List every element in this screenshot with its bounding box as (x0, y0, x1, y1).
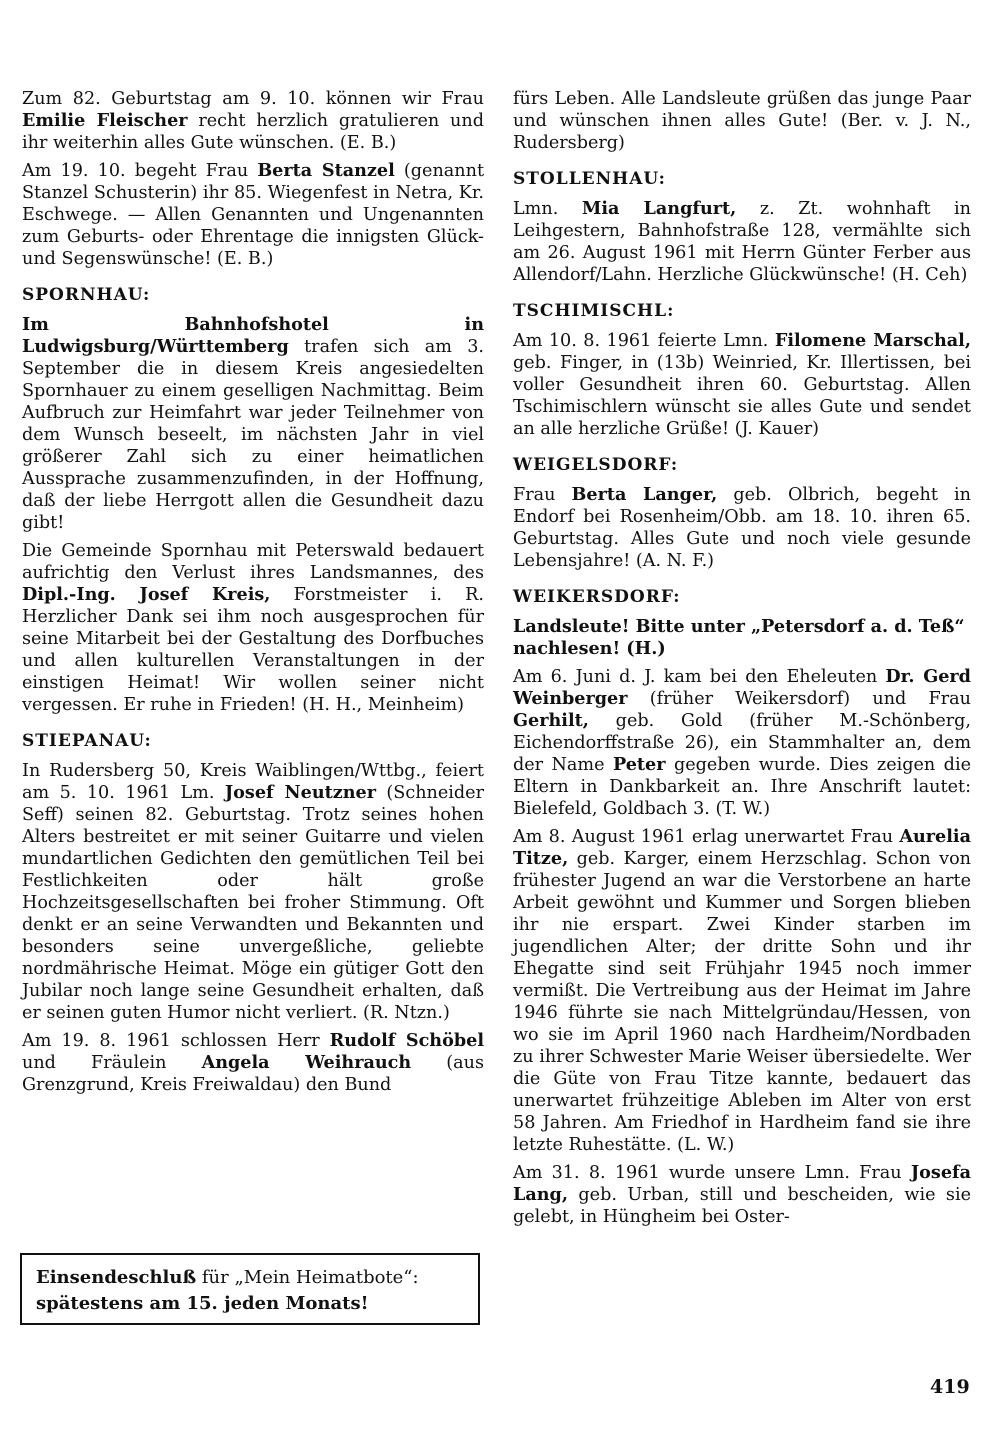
article-weinberger-birth: Am 6. Juni d. J. kam bei den Eheleuten Dr. Gerd Weinberger (früher Weikersdorf) und Frau Gerhilt, geb. Gold (früher M.-Schönberg, Eichendorffstraße 26), ein Stammhalter an, dem der Name Peter gegeben wurde. Dies zeigen die Eltern in Dankbarkeit an. Ihre Anschrift lautet: Bielefeld, Goldbach 3. (T. W.) (513, 666, 971, 819)
right-column (513, 88, 971, 1234)
heading-weigelsdorf: WEIGELSDORF: (513, 455, 679, 475)
heading-weikersdorf: WEIKERSDORF: (513, 587, 681, 607)
article-josefa-lang: Am 31. 8. 1961 wurde unsere Lmn. Frau Josefa Lang, geb. Urban, still und bescheiden, wie sie gelebt, in Hüngheim bei Oster- (513, 1162, 971, 1227)
article-mia-langfurt: Lmn. Mia Langfurt, z. Zt. wohnhaft in Leihgestern, Bahnhofstraße 128, vermählte sich am 26. August 1961 mit Herrn Günter Ferber aus Allendorf/Lahn. Herzliche Glückwünsche! (H. Ceh) (513, 198, 972, 285)
article-wedding-continued: fürs Leben. Alle Landsleute grüßen das junge Paar und wünschen ihnen alles Gute! (Ber. v. J. N., Rudersberg) (513, 89, 971, 153)
article-aurelia-titze: Am 8. August 1961 erlag unerwartet Frau Aurelia Titze, geb. Karger, einem Herzschlag. Schon von frühester Jugend an war die Verstorbene an harte Arbeit gewöhnt und Kummer und Sorgen blieben ihr nie erspart. Zwei Kinder starben im jugendlichen Alter; der dritte Sohn und ihr Ehegatte sind seit Frühjahr 1945 noch immer vermißt. Die Vertreibung aus der Heimat im Jahre 1946 führte sie nach Mittelgründau/Hessen, von wo sie im April 1960 nach Hardheim/Nordbaden zu ihrer Schwester Marie Weiser übersiedelte. Wer die Güte von Frau Titze kannte, bedauert das unerwartet frühzeitige Ableben im Alter von erst 58 Jahren. Am Friedhof in Hardheim fand sie ihre letzte Ruhestätte. (L. W.) (513, 826, 971, 1155)
subheading-landsleute: Landsleute! Bitte unter „Petersdorf a. d. Teß“ nachlesen! (H.) (513, 616, 965, 659)
article-josef-kreis: Die Gemeinde Spornhau mit Peterswald bedauert aufrichtig den Verlust ihres Landsmannes, des Dipl.-Ing. Josef Kreis, Forstmeister i. R. Herzlicher Dank sei ihm noch ausgesprochen für seine Mitarbeit bei der Gestaltung des Dorfbuches und allen kulturellen Veranstaltungen in der einstigen Heimat! Wir wollen seiner nicht vergessen. Er ruhe in Frieden! (H. H., Meinheim) (22, 541, 485, 715)
heading-stollenhau: STOLLENHAU: (513, 169, 666, 189)
article-filomene-marschal: Am 10. 8. 1961 feierte Lmn. Filomene Marschal, geb. Finger, in (13b) Weinried, Kr. Illertissen, bei voller Gesundheit ihren 60. Geburtstag. Allen Tschimischlern wünscht sie alles Gute und sendet an alle herzliche Grüße! (J. Kauer) (513, 330, 971, 439)
deadline-notice-box: Einsendeschluß für „Mein Heimatbote“: spätestens am 15. jeden Monats! (20, 1253, 480, 1325)
heading-stiepanau: STIEPANAU: (22, 731, 152, 751)
article-spornhau-meeting: Im Bahnhofshotel in Ludwigsburg/Württemberg trafen sich am 3. September die in diesem Kreis angesiedelten Spornhauer zu einem geselligen Nachmittag. Beim Aufbruch zur Heimfahrt war jeder Teilnehmer von dem Wunsch beseelt, im nächsten Jahr in viel größerer Zahl sich zu einer heimatlichen Aussprache zusammenzufinden, in der Hoffnung, daß der liebe Herrgott allen die Gesundheit dazu gibt! (22, 314, 484, 533)
heading-tschimischl: TSCHIMISCHL: (513, 301, 675, 321)
article-berta-stanzel: Am 19. 10. begeht Frau Berta Stanzel (genannt Stanzel Schusterin) ihr 85. Wiegenfest in Netra, Kr. Eschwege. — Allen Genannten und Ungenannten zum Geburts- oder Ehrentage die innigsten Glück- und Segenswünsche! (E. B.) (22, 160, 485, 269)
page-number: 419 (930, 1376, 970, 1398)
article-josef-neutzner: In Rudersberg 50, Kreis Waiblingen/Wttbg., feiert am 5. 10. 1961 Lm. Josef Neutzner (Schneider Seff) seinen 82. Geburtstag. Trotz seines hohen Alters bestreitet er mit seiner Guitarre und vielen mundartlichen Gedichten den gemütlichen Teil bei Festlichkeiten oder hält große Hochzeitsgesellschaften bei froher Stimmung. Oft denkt er an seine Verwandten und Bekannten und besonders seine unvergeßliche, geliebte nordmährische Heimat. Möge ein gütiger Gott den Jubilar noch lange seine Gesundheit erhalten, daß er seinen guten Humor nicht verliert. (R. Ntzn.) (22, 761, 484, 1023)
article-berta-langer: Frau Berta Langer, geb. Olbrich, begeht in Endorf bei Rosenheim/Obb. am 18. 10. ihren 65. Geburtstag. Alles Gute und noch viele gesunde Lebensjahre! (A. N. F.) (513, 484, 971, 571)
heading-spornhau: SPORNHAU: (22, 285, 151, 305)
left-column (22, 88, 484, 1102)
article-emilie-fleischer: Zum 82. Geburtstag am 9. 10. können wir Frau Emilie Fleischer recht herzlich gratulieren und ihr weiterhin alles Gute wünschen. (E. B.) (22, 89, 484, 153)
article-wedding-schoebel: Am 19. 8. 1961 schlossen Herr Rudolf Schöbel und Fräulein Angela Weihrauch (aus Grenzgrund, Kreis Freiwaldau) den Bund (22, 1030, 485, 1095)
